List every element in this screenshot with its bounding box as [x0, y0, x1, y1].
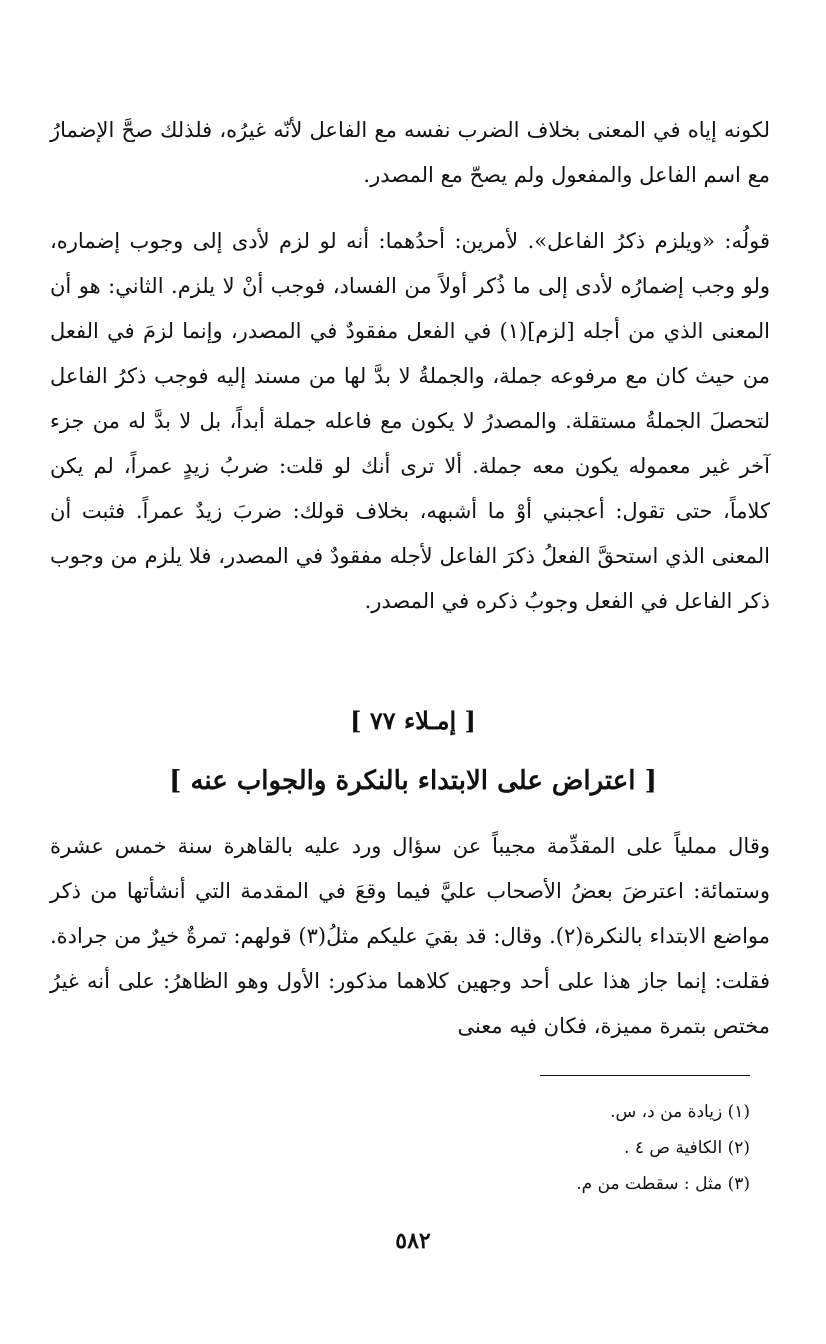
imla-number-heading: [ إمـلاء ٧٧ ]: [350, 706, 476, 735]
body-paragraph-1: لكونه إياه في المعنى بخلاف الضرب نفسه مع الفاعل لأنّه غيرُه، فلذلك صحَّ الإضمارُ مع اسم الفاعل والمفعول ولم يصحّ مع المصدر.: [50, 118, 770, 187]
footnote-3: (٣) مثل : سقطت من م.: [576, 1174, 750, 1194]
section-title-heading: [ اعتراض على الابتداء بالنكرة والجواب عنه ]: [169, 766, 657, 796]
body-paragraph-3: وقال مملياً على المقدِّمة مجيباً عن سؤال ورد عليه بالقاهرة سنة خمس عشرة وستمائة: اعترضَ بعضُ الأصحاب عليَّ فيما وقعَ في المقدمة التي أنشأتها من ذكر مواضع الابتداء بالنكرة(٢). وقال: قد بقيَ عليكم مثلُ(٣) قولهم: تمرةٌ خيرٌ من جرادة. فقلت: إنما جاز هذا على أحد وجهين كلاهما مذكور: الأول وهو الظاهرُ: على أنه غيرُ مختص بتمرة مميزة، فكان فيه معنى: [50, 834, 770, 1038]
footnote-2: (٢) الكافية ص ٤ .: [624, 1138, 750, 1158]
page-number: ٥٨٢: [395, 1228, 431, 1254]
footnotes-list: [250, 1094, 750, 1202]
footnote-1: (١) زيادة من د، س.: [610, 1102, 750, 1122]
body-paragraph-2: قولُه: «ويلزم ذكرُ الفاعل». لأمرين: أحدُهما: أنه لو لزم لأدى إلى وجوب إضماره، ولو وجب إضمارُه لأدى إلى ما ذُكر أولاً من الفساد، فوجب أنْ لا يلزم. الثاني: هو أن المعنى الذي من أجله [لزم](١) في الفعل مفقودٌ في المصدر، وإنما لزمَ في الفعل من حيث كان مع مرفوعه جملة، والجملةُ لا بدَّ لها من مسند إليه فوجب ذكرُ الفاعل لتحصلَ الجملةُ مستقلة. والمصدرُ لا يكون مع فاعله جملة أبداً، بل لا بدَّ له من جزء آخر غير معموله يكون معه جملة. ألا ترى أنك لو قلت: ضربُ زيدٍ عمراً، لم يكن كلاماً، حتى تقول: أعجبني أوْ ما أشبهه، بخلاف قولك: ضربَ زيدٌ عمراً. فثبت أن المعنى الذي استحقَّ الفعلُ ذكرَ الفاعل لأجله مفقودٌ في المصدر، فلا يلزم من وجوب ذكر الفاعل في الفعل وجوبُ ذكره في المصدر.: [50, 229, 770, 613]
footnote-separator-rule: [540, 1075, 750, 1076]
